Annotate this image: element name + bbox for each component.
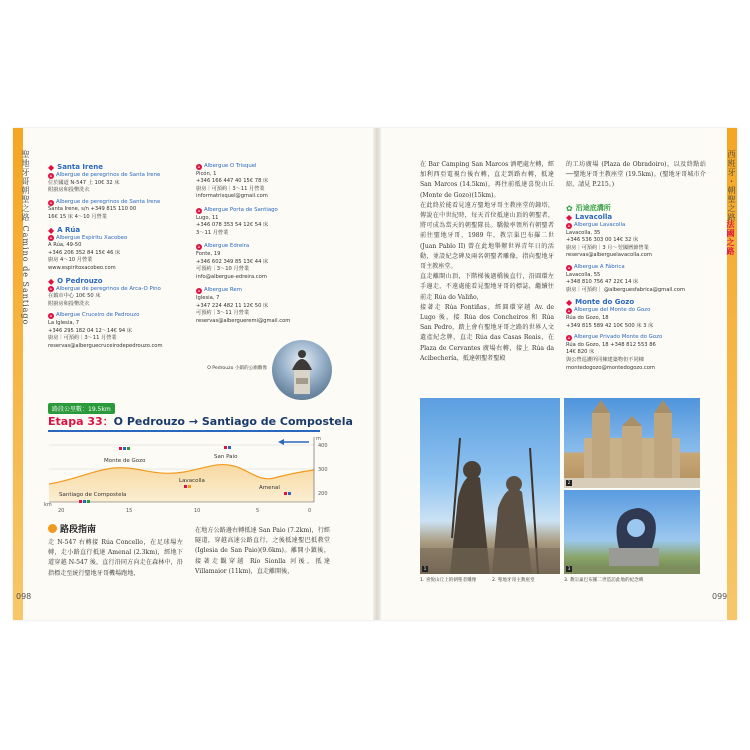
x-unit-label: km (44, 502, 52, 508)
right-info-column (566, 204, 706, 376)
y-unit-label: m (316, 436, 321, 442)
town-heading: ◆ Lavacolla (566, 213, 613, 222)
direction-arrow-icon (278, 439, 309, 445)
town-heading: ◆ Monte do Gozo (566, 298, 635, 308)
route-dot-icon (48, 524, 57, 533)
albergue-entry: ⌂ Albergue de peregrinos de Santa Irene 位於國道 N-547 上 10€ 32 床 附廚房和投幣洗衣 (48, 172, 161, 194)
elevation-profile-chart (44, 432, 334, 517)
y-tick-label: 200 (318, 491, 328, 497)
place-label-monte-de-gozo: Monte de Gozo (104, 458, 146, 464)
pilgrim-statue-photo (420, 398, 560, 574)
route-guide-text-1: 走 N-547 右轉接 Rúa Concello，在足球場左轉，走小路直行抵達 Amenal (2.3km)，經地下道穿越 N-547 後，直行沿同方向走在森林中，沿指標走至統行聖地牙哥機場跑地， (48, 539, 183, 577)
cathedral-photo (564, 398, 700, 488)
right-page-number: 099 (712, 592, 728, 601)
house-icon: ⌂ (197, 163, 201, 169)
x-tick-label: 20 (58, 508, 65, 514)
left-info-column-1 (48, 163, 178, 354)
albergue-entry: ⌂ Albergue del Monte do Gozo Rúa do Gozo, 18 +349 815 589 42 10€ 500 床 3 床 (566, 307, 654, 329)
place-label-amenal: Amenal (259, 485, 280, 491)
monument-illustration (564, 490, 700, 574)
x-tick-label: 5 (256, 508, 260, 514)
stage-title: Etapa 33：O Pedrouzo → Santiago de Compostela (48, 415, 353, 428)
photo-caption: 3. 教宗巢巴布羅二世造訪此地的紀念碑 (564, 578, 644, 583)
house-icon: ⌂ (49, 235, 53, 241)
house-icon: ⌂ (567, 334, 571, 340)
monument-photo (564, 490, 700, 574)
house-icon: ⌂ (49, 286, 53, 292)
albergue-entry: ⌂ Albergue Privado Monte do Gozo Rúa do Gozo, 18 +348 812 553 86 14€ 820 床 與公營巡護所同棟建築物但不同棟 montedogozo@montedogozo.com (566, 334, 663, 371)
house-icon: ⌂ (567, 222, 571, 228)
pilgrim-statue-illustration (420, 398, 560, 574)
statue-illustration (272, 340, 332, 400)
albergue-entry: ⌂ Albergue A Fábrica Lavacolla, 55 +348 810 756 47 22€ 14 床 廚房｜可預約｜ @alberguesfabrica@gmail.com (566, 263, 685, 293)
stage-distance-tag: 路段公里數：19.5km (48, 403, 115, 414)
route-guide-text-2: 在地方公路邊右轉抵達 San Paio (7.2km)，行經隧道，穿越高速公路直行，之後抵達聖巴抵教堂 (Iglesia de San Paio)(9.6km)。離開小鎮後，接著走觀穿越 Río Sionlla 河後，抵達 Villamaior (11km)，直走離開後， (195, 527, 330, 575)
x-tick-label: 0 (308, 508, 312, 514)
cathedral-illustration (564, 398, 700, 488)
house-icon: ⌂ (49, 172, 53, 178)
place-label-lavacolla: Lavacolla (179, 478, 205, 484)
statue-round-photo (272, 340, 332, 400)
y-tick-label: 300 (318, 467, 328, 473)
house-icon: ⌂ (49, 313, 53, 319)
house-icon: ⌂ (197, 207, 201, 213)
left-page-number: 098 (16, 592, 32, 601)
y-tick-label: 400 (318, 443, 328, 449)
house-icon: ⌂ (49, 199, 53, 205)
photo-number: 1 (423, 566, 427, 571)
right-body-text: 在 Bar Camping San Marcos 酒吧處左轉，經加利西亞電視台後右轉，直走到路右轉，抵達 San Marcos (14.5km)，再往前抵達喜悅山丘 (Monte de Gozo)(15km)。 在此終於能看見遠方聖地牙哥主教座堂的鐘塔，傳說在中世紀時，每天首位抵達山頂的朝聖者，將可成為當天的朝聖隊長。驕傲率領所有朝聖者前往聖地牙哥，1989 年，教宗巢巴布羅二世 (Juan Pablo II) 曾在此地舉辦世界青年日的活動，並設紀念碑及兩名朝聖者雕像，指向聖地牙哥主教座堂。 直走離開山頂，下階梯後過橋後直行，沿圓環左手邊走，不遠處能看見聖地牙哥的標誌，繼續往前走 Rúa do Valiño， 接著走 Rúa Fontiñas，經圓環穿越 Av. de Lugo 後，接 Rúa dos Concheiros 和 Rúa San Pedro，踏上會有聖地牙哥之路的世界人文遺產紀念牌，直走 Rúa das Casas Reais，在 Plaza de Cervantes 廣場右轉，接上 Rúa da Acibechería，抵達朝聖者聖殿 (420, 161, 554, 362)
left-running-title: 聖地牙哥朝聖之路 Camino de Santiago (21, 150, 30, 326)
right-body-text-2: 的工坊廣場 (Plaza de Obradoiro)，以及終點站──聖地牙哥主教座堂 (19.5km)。(聖地牙哥城市介紹，請見 P.215。) (566, 161, 706, 189)
albergue-entry: ⌂ Albergue Lavacolla Lavacolla, 35 +346 536 303 00 14€ 32 床 廚房｜可預約｜3 月～翌國曆節營業 reservas@alberguelavacolla.com (566, 222, 652, 259)
route-guide-heading: 路段指南 (48, 522, 96, 535)
photo-caption: 2. 聖地牙哥主教座堂 (492, 578, 535, 583)
albergue-entry: ⌂ Albergue Porta de Santiago Lugo, 11 +346 078 353 54 12€ 54 床 3～11 月營業 (196, 206, 278, 236)
albergue-entry: ⌂ Albergue de peregrinos de Santa Irene Santa Irene, s/n +349 815 110 00 16€ 15 床 4～10 月營業 (48, 198, 161, 220)
photo-number: 2 (567, 480, 571, 485)
house-icon: ⌂ (567, 308, 571, 314)
place-label-san-paio: San Paio (214, 454, 238, 460)
albergue-entry: ⌂ Albergue O Trisquel Picón, 1 +346 166 447 40 15€ 78 床 廚房｜可預約｜3～11 月營業 informatrisquel@gmail.com (196, 163, 269, 200)
albergue-entry: ⌂ Albergue Cruceiro de Pedrouzo La Iglesia, 7 +346 295 182 04 12～14€ 94 床 廚房｜可預約｜3～11 月營業 reservas@alberguecruceirodepedrouzo.com (48, 312, 163, 349)
photo-number: 3 (567, 566, 571, 571)
book-gutter (373, 128, 381, 620)
right-running-title: 西班牙・朝聖之路 (727, 150, 736, 222)
albergue-entry: ⌂ Albergue Espiritu Xacobeo A Rúa, 49-50 +346 206 352 84 15€ 46 床 廚房 4～10 月營業 www.espiritoxacobeo.com (48, 234, 128, 271)
house-icon: ⌂ (567, 264, 571, 270)
house-icon: ⌂ (197, 288, 201, 294)
place-label-santiago: Santiago de Compostela (59, 492, 127, 498)
town-heading: ◆ O Pedrouzo (48, 276, 103, 286)
x-tick-label: 15 (126, 508, 133, 514)
house-icon: ⌂ (197, 244, 201, 250)
x-tick-label: 10 (194, 508, 201, 514)
right-section-title: 法國之路 (726, 220, 736, 256)
statue-photo-caption: O Pedrouzo 小鎮的公廁雕像 (207, 366, 267, 371)
albergue-entry: ⌂ Albergue Edreira Fonte, 19 +346 602 349 85 13€ 44 床 可預約｜3～10 月營業 info@albergue-edreira.com (196, 243, 269, 280)
town-heading: ◆ Santa Irene (48, 163, 103, 172)
albergue-entry: ⌂ Albergue de peregrinos de Arca-O Pino 在鎮市中心 10€ 50 床 附廚房和投幣洗衣 (48, 285, 161, 307)
albergue-entry: ⌂ Albergue Rem Iglesia, 7 +347 224 482 11 12€ 50 床 可預約｜3～11 月營業 reservas@albergueremi@gmail.com (196, 287, 291, 324)
left-info-column-2 (196, 163, 326, 329)
services-heading: ✿ 沿途底溝所 (566, 204, 611, 213)
photo-caption: 1. 喜悅山丘上的朝聖者雕像 (420, 578, 477, 583)
town-heading: ◆ A Rúa (48, 225, 81, 235)
